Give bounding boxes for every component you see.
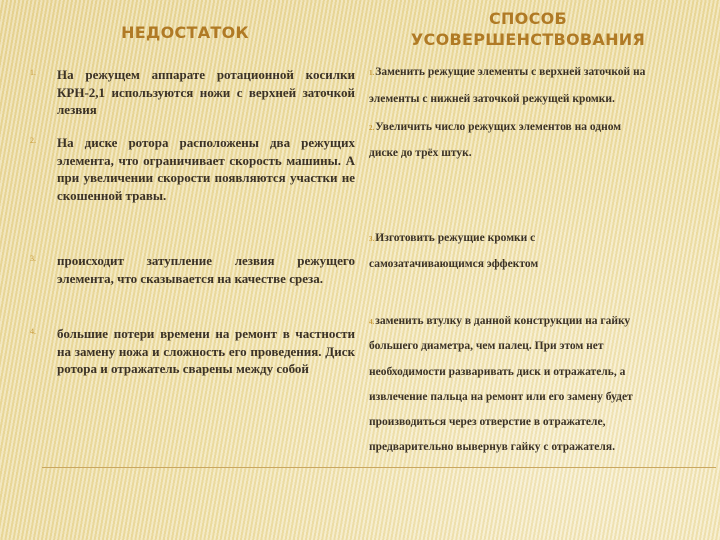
- list-number: 1.: [369, 69, 375, 77]
- list-number: 3.: [30, 254, 36, 263]
- drawback-text: На режущем аппарате ротационной косилки КРН-2,1 используются ножи с верхней заточкой лезвия: [57, 67, 355, 117]
- improvement-line: [369, 121, 621, 133]
- improvement-line: самозатачивающимся эффектом: [369, 258, 539, 270]
- improvement-text: Увеличить число режущих элементов на одном: [375, 121, 622, 133]
- improvement-line: большего диаметра, чем палец. При этом нет: [369, 340, 604, 352]
- improvement-line: [369, 66, 645, 78]
- improvement-line: элементы с нижней заточкой режущей кромки.: [369, 93, 615, 105]
- list-number: 4.: [30, 327, 36, 336]
- footer-divider: [42, 467, 716, 468]
- list-number: 1.: [30, 68, 36, 77]
- improvement-line: извлечение пальца на ремонт или его замену будет: [369, 391, 633, 403]
- drawback-text: происходит затупление лезвия режущего элемента, что сказывается на качестве среза.: [57, 253, 355, 286]
- list-number: 4.: [369, 318, 375, 326]
- improvement-line: необходимости разваривать диск и отражатель, а: [369, 366, 626, 378]
- improvement-line: производиться через отверстие в отражателе,: [369, 416, 606, 428]
- improvement-line: [369, 232, 535, 244]
- improvements-heading-line2: УСОВЕРШЕНСТВОВАНИЯ: [410, 30, 646, 49]
- improvement-line: диске до трёх штук.: [369, 147, 472, 159]
- drawbacks-heading: НЕДОСТАТОК: [121, 23, 249, 42]
- improvement-line: предварительно вывернув гайку с отражателя.: [369, 441, 615, 453]
- drawback-text: большие потери времени на ремонт в частности на замену ножа и сложность его проведения. Диск ротора и отражатель сварены между собой: [57, 326, 355, 376]
- improvements-heading: [380, 8, 676, 50]
- list-number: 2.: [30, 136, 36, 145]
- improvement-line: [369, 315, 630, 327]
- improvement-text: Изготовить режущие кромки с: [375, 232, 536, 244]
- improvements-heading-line1: СПОСОБ: [488, 9, 568, 28]
- list-number: 3.: [369, 235, 375, 243]
- drawback-text: На диске ротора расположены два режущих элемента, что ограничивает скорость машины. А при увеличении скорости появляются участки не скошенной травы.: [57, 135, 355, 203]
- list-number: 2.: [369, 124, 375, 132]
- improvement-text: заменить втулку в данной конструкции на гайку: [375, 315, 631, 327]
- improvement-text: Заменить режущие элементы с верхней заточкой на: [375, 66, 646, 78]
